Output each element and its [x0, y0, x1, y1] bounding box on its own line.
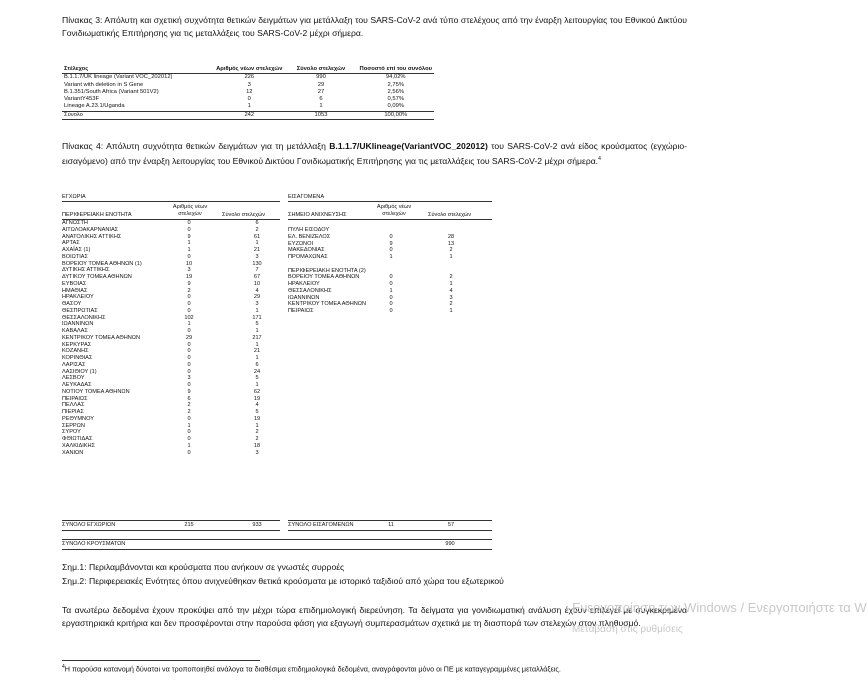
- region-name: ΛΕΣΒΟΥ: [62, 375, 85, 382]
- total-new: 242: [214, 111, 284, 119]
- grand-total-rule-bottom: [62, 549, 492, 550]
- region-name: ΑΡΤΑΣ: [62, 240, 80, 247]
- percentage: 0,09%: [387, 103, 404, 110]
- total-count: 21: [253, 247, 261, 253]
- new-count: 2: [187, 402, 191, 409]
- total-count: 4: [449, 287, 453, 294]
- col-header-strain: Στέλεχος: [62, 66, 214, 74]
- region-name: ΒΟΙΩΤΙΑΣ: [62, 253, 88, 260]
- new-count: 0: [389, 301, 393, 308]
- new-count: 0: [389, 281, 393, 287]
- note-2: Σημ.2: Περιφερειακές Ενότητες όπου ανιχνεύθηκαν θετικά κρούσματα με ιστορικό ταξιδιού από χώρα του εξωτερικού: [62, 576, 504, 586]
- new-count: 0: [187, 449, 191, 456]
- new-count: 0: [389, 247, 393, 254]
- new-count: 0: [187, 294, 191, 301]
- entry-point-name: ΕΛ. ΒΕΝΙΖΕΛΟΣ: [288, 233, 331, 240]
- total-row: [62, 111, 434, 119]
- new-count: 1: [389, 287, 393, 294]
- new-count: 0: [187, 348, 191, 355]
- region-name: ΚΟΡΙΝΘΙΑΣ: [62, 355, 93, 361]
- new-count: 9: [389, 240, 393, 247]
- table-header-row: [62, 66, 434, 74]
- percentage: 2,75%: [387, 81, 404, 88]
- footnote-text: Η παρούσα κατανομή δύναται να τροποποιηθεί ανάλογα τα διαθέσιμα επιδημιολογικά δεδομένα, αναγράφονται μόνο οι ΠΕ με καταγεγραμμένες μεταλλάξεις.: [64, 664, 561, 674]
- new-count: 0: [389, 274, 393, 281]
- region-name: ΣΥΡΟΥ: [62, 429, 81, 436]
- footnote-number: 4: [62, 664, 65, 670]
- table-row: [62, 96, 434, 103]
- new-count: 0: [187, 382, 191, 388]
- region-name: ΚΟΖΑΝΗΣ: [62, 348, 89, 355]
- new-count: 9: [187, 388, 191, 395]
- total-count: 6: [319, 96, 323, 103]
- total-count: 29: [253, 294, 261, 301]
- total-count: 27: [317, 88, 325, 95]
- imported-title-rule: [288, 201, 492, 202]
- table4-caption: [62, 140, 687, 167]
- domestic-total-label: ΣΥΝΟΛΟ ΕΓΧΩΡΙΩΝ: [62, 522, 116, 528]
- total-sum: 1053: [285, 111, 358, 119]
- table-row: [62, 82, 434, 89]
- total-label: Σύνολο: [62, 111, 214, 119]
- total-count: 3: [255, 253, 259, 260]
- region-name: ΛΑΡΙΣΑΣ: [62, 361, 86, 368]
- total-count: 13: [447, 240, 455, 247]
- imported-col-point-header: ΣΗΜΕΙΟ ΑΝΙΧΝΕΥΣΗΣ: [288, 212, 347, 218]
- col-header-total: Σύνολο στελεχών: [285, 66, 358, 74]
- total-percent: 100,00%: [358, 111, 434, 119]
- new-count: 0: [247, 96, 251, 103]
- notes: [62, 560, 702, 588]
- strain-name: B.1.351/South Africa (Variant 501V2): [64, 88, 159, 95]
- total-count: 1: [255, 328, 259, 334]
- strain-name: B.1.1.7/UK lineage (Variant VOC_202012): [64, 74, 173, 81]
- total-count: 19: [253, 395, 261, 402]
- new-count: 1: [187, 247, 191, 253]
- region-name: ΒΟΡΕΙΟΥ ΤΟΜΕΑ ΑΘΗΝΩΝ: [288, 274, 360, 281]
- total-count: 1: [319, 103, 323, 110]
- region-name: ΗΡΑΚΛΕΙΟΥ: [62, 294, 94, 301]
- new-count: 1: [247, 103, 251, 110]
- new-count: 0: [187, 368, 191, 375]
- total-count: 4: [255, 287, 259, 294]
- total-count: 2: [255, 226, 259, 233]
- activation-watermark-title: Ενεργοποίηση των Windows / Ενεργοποιήστε τα W: [572, 600, 867, 615]
- total-count: 21: [253, 348, 261, 355]
- entry-point-name: ΠΡΟΜΑΧΩΝΑΣ: [288, 254, 328, 260]
- table-row: [62, 74, 434, 82]
- new-count: 0: [187, 355, 191, 361]
- region-name: ΑΓΝΩΣΤΗ: [62, 220, 88, 226]
- new-count: 29: [185, 334, 193, 341]
- new-count: 1: [187, 422, 191, 429]
- total-count: 61: [253, 233, 261, 240]
- new-count: 0: [389, 294, 393, 301]
- new-count: 12: [246, 88, 253, 95]
- total-count: 130: [252, 260, 262, 267]
- total-count: 24: [253, 368, 261, 375]
- region-name: ΘΕΣΣΑΛΟΝΙΚΗΣ: [288, 287, 332, 294]
- new-count: 2: [187, 409, 191, 415]
- total-count: 6: [255, 220, 259, 226]
- domestic-header-rule: [62, 219, 280, 220]
- note-1: Σημ.1: Περιλαμβάνονται και κρούσματα που ανήκουν σε γνωστές συρροές: [62, 562, 345, 572]
- total-count: 2: [255, 436, 259, 442]
- new-count: 0: [187, 226, 191, 233]
- region-name: ΑΧΑΪΑΣ (1): [62, 247, 91, 253]
- total-count: 67: [253, 274, 261, 280]
- case-type-table: [62, 190, 492, 550]
- domestic-col-region-header: ΠΕΡΙΦΕΡΕΙΑΚΗ ΕΝΟΤΗΤΑ: [62, 212, 132, 218]
- total-count: 2: [255, 429, 259, 436]
- summary-paragraph: Τα ανωτέρω δεδομένα έχουν προκύψει από την μέχρι τώρα επιδημιολογική διερεύνηση. Τα δείγματα για γονιδιωματική ανάλυση έχουν επιλεγεί με συγκεκριμένα εργαστηριακά κριτήρια και δεν προσφέρονται στην παρούσα φάση για εξαγωγή συμπερασμάτων σχετικά με τη διασπορά των στελεχών στον πληθυσμό.: [62, 605, 687, 628]
- footnote-ref: 4: [598, 155, 601, 162]
- total-count: 29: [317, 81, 325, 88]
- imported-col-total-header: Σύνολο στελεχών: [428, 212, 472, 218]
- new-count: 2: [187, 287, 191, 294]
- imported-total-rule-top: [288, 520, 492, 521]
- strain-name: Variant with deletion in S Gene: [64, 81, 144, 88]
- total-count: 1: [255, 341, 259, 348]
- new-count: 6: [187, 395, 191, 402]
- total-count: 171: [252, 314, 262, 321]
- total-count: 3: [449, 294, 453, 301]
- total-count: 28: [447, 233, 455, 240]
- caption2-variant: B.1.1.7/UKlineage(VariantVOC_202012): [329, 141, 488, 151]
- total-count: 4: [255, 402, 259, 409]
- table-row: [62, 89, 434, 96]
- region-name: ΗΡΑΚΛΕΙΟΥ: [288, 281, 320, 287]
- grand-total-rule-top: [62, 539, 492, 540]
- region-name: ΕΥΒΟΙΑΣ: [62, 280, 87, 287]
- table-row: [62, 103, 434, 111]
- col-header-new: Αριθμός νέων στελεχών: [216, 66, 283, 72]
- region-name: ΗΜΑΘΙΑΣ: [62, 287, 88, 294]
- region-name: ΡΕΘΥΜΝΟΥ: [62, 415, 94, 422]
- total-count: 217: [252, 334, 262, 341]
- new-count: 3: [187, 267, 191, 274]
- new-count: 3: [187, 375, 191, 382]
- region-name: ΦΘΙΩΤΙΔΑΣ: [62, 436, 93, 442]
- region-name: ΠΕΛΛΑΣ: [62, 402, 85, 409]
- domestic-total-rule-top: [62, 520, 280, 521]
- new-count: 0: [389, 233, 393, 240]
- new-count: 0: [187, 436, 191, 442]
- imported-total-label: ΣΥΝΟΛΟ ΕΙΣΑΓΟΜΕΝΩΝ: [288, 522, 354, 528]
- region-name: ΚΑΒΑΛΑΣ: [62, 328, 88, 334]
- region-name: ΧΑΛΚΙΔΙΚΗΣ: [62, 442, 96, 449]
- total-count: 1: [255, 355, 259, 361]
- percentage: 0,57%: [387, 96, 404, 103]
- region-name: ΧΑΝΙΩΝ: [62, 449, 84, 456]
- total-count: 62: [253, 388, 261, 395]
- new-count: 0: [187, 429, 191, 436]
- new-count: 9: [187, 233, 191, 240]
- entry-point-name: ΜΑΚΕΔΟΝΙΑΣ: [288, 247, 325, 254]
- region-name: ΔΥΤΙΚΗΣ ΑΤΤΙΚΗΣ: [62, 267, 110, 274]
- region-name: ΒΟΡΕΙΟΥ ΤΟΜΕΑ ΑΘΗΝΩΝ (1): [62, 260, 142, 267]
- region-name: ΘΕΣΠΡΩΤΙΑΣ: [62, 307, 98, 314]
- region-name: ΛΕΥΚΑΔΑΣ: [62, 382, 92, 388]
- domestic-total-new: 215: [184, 522, 194, 528]
- region-name: ΘΕΣΣΑΛΟΝΙΚΗΣ: [62, 314, 106, 321]
- caption2-text: Πίνακας 4: Απόλυτη συχνότητα θετικών δειγμάτων για τη μετάλλαξη: [62, 141, 330, 151]
- new-count: 0: [187, 328, 191, 334]
- region-name: ΝΟΤΙΟΥ ΤΟΜΕΑ ΑΘΗΝΩΝ: [62, 388, 130, 395]
- new-count: 0: [187, 301, 191, 307]
- region-name: ΚΕΝΤΡΙΚΟΥ ΤΟΜΕΑ ΑΘΗΝΩΝ: [62, 334, 141, 341]
- new-count: 1: [187, 240, 191, 247]
- imported-col-new-header: Αριθμός νέων στελεχών: [376, 204, 412, 217]
- new-count: 1: [187, 442, 191, 449]
- total-count: 990: [316, 74, 326, 81]
- region-name: ΙΩΑΝΝΙΝΩΝ: [288, 294, 320, 301]
- grand-total-label: ΣΥΝΟΛΟ ΚΡΟΥΣΜΑΤΩΝ: [62, 541, 126, 547]
- region-name: ΠΙΕΡΙΑΣ: [62, 409, 84, 415]
- total-count: 3: [255, 449, 259, 456]
- new-count: 3: [247, 81, 251, 88]
- new-count: 19: [185, 274, 193, 280]
- footnote: [62, 664, 722, 673]
- total-count: 2: [449, 301, 453, 308]
- domestic-title: ΕΓΧΩΡΙΑ: [62, 194, 86, 200]
- regional-unit-section: ΠΕΡΙΦΕΡΕΙΑΚΗ ΕΝΟΤΗΤΑ (2): [288, 267, 366, 274]
- activation-watermark-subtitle: Μετάβαση στις ρυθμίσεις: [572, 624, 683, 635]
- region-name: ΠΕΙΡΑΙΩΣ: [62, 395, 88, 402]
- total-count: 5: [255, 409, 259, 415]
- region-name: ΑΙΤΩΛΟΑΚΑΡΝΑΝΙΑΣ: [62, 226, 119, 233]
- region-name: ΚΕΡΚΥΡΑΣ: [62, 341, 92, 348]
- region-name: ΛΑΣΙΘΙΟΥ (1): [62, 368, 97, 375]
- new-count: 0: [187, 220, 191, 226]
- total-count: 2: [449, 247, 453, 254]
- imported-total-new: 11: [388, 522, 394, 528]
- new-count: 102: [184, 314, 194, 321]
- total-count: 5: [255, 321, 259, 328]
- variant-frequency-table: [62, 66, 434, 120]
- total-count: 18: [253, 442, 261, 449]
- total-count: 1: [449, 254, 453, 260]
- imported-header-rule: [288, 219, 492, 220]
- total-count: 1: [449, 281, 453, 287]
- new-count: 0: [187, 361, 191, 368]
- domestic-total-rule-bottom: [62, 530, 280, 531]
- total-count: 1: [255, 382, 259, 388]
- region-name: ΣΕΡΡΩΝ: [62, 422, 85, 429]
- domestic-total-sum: 933: [252, 522, 262, 528]
- new-count: 0: [389, 308, 393, 314]
- new-count: 0: [187, 307, 191, 314]
- total-count: 5: [255, 375, 259, 382]
- new-count: 1: [389, 254, 393, 260]
- col-header-percent: Ποσοστό επί του συνόλου: [359, 66, 432, 72]
- grand-total-value: 990: [445, 541, 455, 547]
- total-count: 7: [255, 267, 259, 274]
- region-name: ΑΝΑΤΟΛΙΚΗΣ ΑΤΤΙΚΗΣ: [62, 233, 122, 240]
- region-name: ΠΕΙΡΑΙΩΣ: [288, 308, 314, 314]
- domestic-col-new-header: Αριθμός νέων στελεχών: [172, 204, 208, 217]
- region-name: ΙΩΑΝΝΙΝΩΝ: [62, 321, 94, 328]
- new-count: 9: [187, 280, 191, 287]
- total-count: 10: [253, 280, 261, 287]
- entry-point-section: ΠΥΛΗ ΕΙΣΟΔΟΥ: [288, 227, 330, 233]
- region-name: ΚΕΝΤΡΙΚΟΥ ΤΟΜΕΑ ΑΘΗΝΩΝ: [288, 301, 367, 308]
- total-count: 2: [449, 274, 453, 281]
- domestic-title-rule: [62, 201, 280, 202]
- strain-name: Lineage A.23.1/Uganda: [64, 103, 125, 110]
- new-count: 0: [187, 415, 191, 422]
- new-count: 1: [187, 321, 191, 328]
- imported-total-rule-bottom: [288, 530, 492, 531]
- new-count: 0: [187, 253, 191, 260]
- total-count: 1: [255, 307, 259, 314]
- entry-point-name: ΕΥΖΩΝΟΙ: [288, 240, 314, 247]
- new-count: 226: [244, 74, 255, 81]
- caption2-text-end: του SARS-CoV-2 ανά είδος κρούσματος (εγχώριο-εισαγόμενο) από την έναρξη λειτουργίας του Εθνικού Δικτύου Γονιδιωματικής Επιτήρησης για τις μεταλλάξεις του SARS-CoV-2 μέχρι σήμερα.: [62, 141, 687, 166]
- percentage: 94,02%: [385, 74, 406, 81]
- imported-title: ΕΙΣΑΓΟΜΕΝΑ: [288, 194, 325, 200]
- percentage: 2,56%: [387, 88, 404, 95]
- new-count: 0: [187, 341, 191, 348]
- strain-name: VariantY453F: [64, 96, 100, 103]
- domestic-col-total-header: Σύνολο στελεχών: [222, 212, 266, 218]
- table3-caption: Πίνακας 3: Απόλυτη και σχετική συχνότητα θετικών δειγμάτων για μετάλλαξη του SARS-CoV-2 ανά τύπο στελέχους από την έναρξη λειτουργίας του Εθνικού Δικτύου Γονιδιωματικής Επιτήρησης για τις μεταλλάξεις του SARS-CoV-2 μέχρι σήμερα.: [62, 15, 687, 38]
- total-count: 3: [255, 301, 259, 307]
- total-count: 1: [255, 240, 259, 247]
- total-count: 19: [253, 415, 261, 422]
- region-name: ΔΥΤΙΚΟΥ ΤΟΜΕΑ ΑΘΗΝΩΝ: [62, 274, 132, 280]
- footnote-divider: [62, 660, 260, 661]
- total-count: 1: [255, 422, 259, 429]
- imported-total-sum: 57: [447, 522, 455, 528]
- total-count: 1: [449, 308, 453, 314]
- total-count: 6: [255, 361, 259, 368]
- new-count: 10: [185, 260, 193, 267]
- region-name: ΘΑΣΟΥ: [62, 301, 82, 307]
